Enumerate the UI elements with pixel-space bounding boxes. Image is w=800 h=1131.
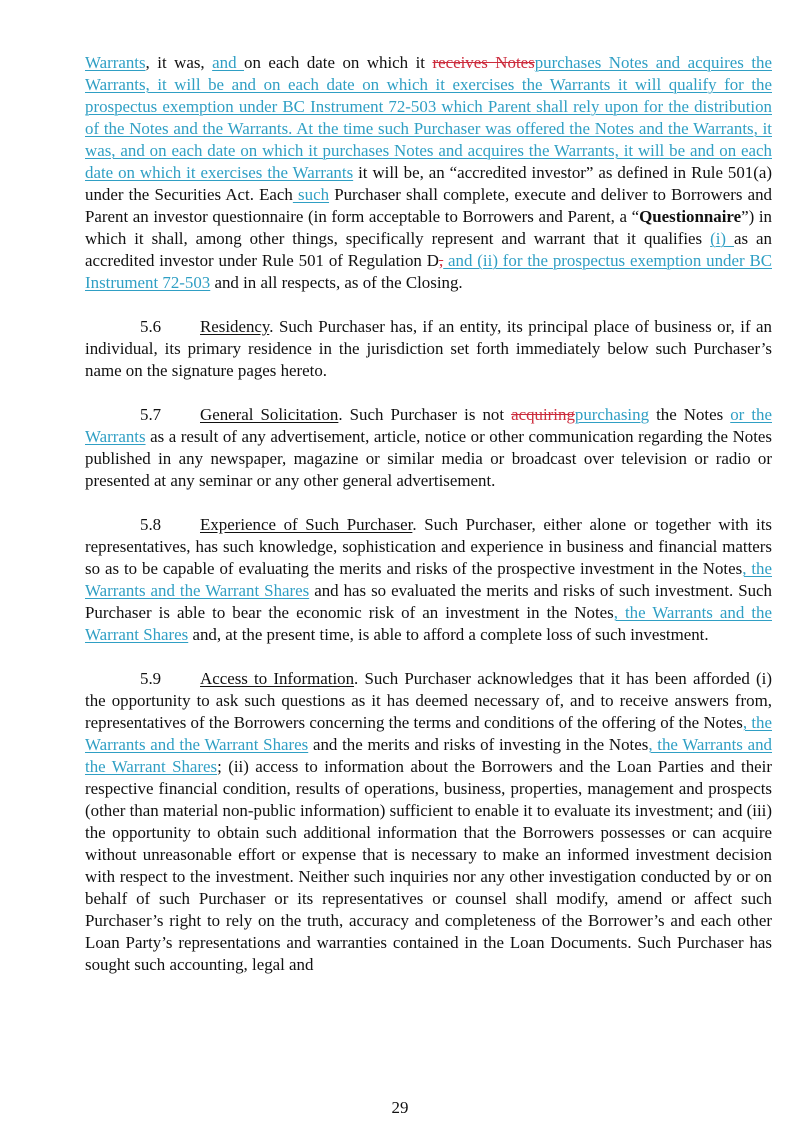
insertion: or the Warrants [85, 405, 772, 446]
insertion: , the Warrants and the Warrant Shares [85, 603, 772, 644]
text: on each date on which it [244, 53, 433, 72]
deletion: , [438, 251, 444, 270]
text: and has so evaluated the merits and risks of such investment. Such Purchaser is able to bear the economic risk of an investment in the Notes [85, 581, 773, 622]
section-heading: Access to Information [200, 669, 355, 688]
paragraph-accredited-investor [85, 52, 772, 294]
deletion: receives Notes [432, 53, 535, 72]
section-5-7 [85, 404, 772, 492]
section-heading: General Solicitation [200, 405, 339, 424]
insertion: purchases Notes and acquires the Warrants, it will be and on each date on which it exercises the Warrants it will qualify for the prospectus exemption under BC Instrument 72-503 which Parent shall rely upon for the distribution of the Notes and the Warrants. At the time such Purchaser was offered the Notes and the Warrants, it was, and on each date on which it purchases Notes and acquires the Warrants, it will be and on each date on which it exercises the Warrants [85, 53, 772, 182]
insertion: purchasing [574, 405, 650, 424]
section-number: 5.7 [140, 405, 162, 424]
text: and in all respects, as of the Closing. [210, 273, 463, 292]
insertion: , the Warrants and the Warrant Shares [85, 713, 772, 754]
text: ; (ii) access to information about the Borrowers and the Loan Parties and their respective financial condition, results of operations, business, properties, management and prospects (other than material non-public information) sufficient to enable it to evaluate its investment; and (iii) the opportunity to obtain such additional information that the Borrowers possesses or can acquire without unreasonable effort or expense that is necessary to make an informed investment decision with respect to the investment. [85, 757, 772, 886]
text: . Such Purchaser acknowledges that it has been afforded (i) the opportunity to ask such questions as it has deemed necessary of, and to receive answers from, representatives of the Borrowers concerning the terms and conditions of the offering of the Notes [85, 669, 772, 732]
text: . Such Purchaser has, if an entity, its principal place of business or, if an individual, its primary residence in the jurisdiction set forth immediately below such Purchaser’s name on the signature pages hereto. [85, 317, 772, 380]
insertion: such [292, 185, 330, 204]
text: ”) in which it shall, among other things, specifically represent and warrant that it qualifies [85, 207, 773, 248]
section-5-8 [85, 514, 772, 646]
text: as an accredited investor under Rule 501 of Regulation D [85, 229, 772, 270]
section-heading: Residency [200, 317, 270, 336]
section-number: 5.6 [140, 317, 162, 336]
section-5-6 [85, 316, 772, 382]
text: and the merits and risks of investing in the Notes [308, 735, 649, 754]
page-number: 29 [391, 1098, 409, 1117]
insertion: Warrants [85, 53, 146, 72]
document-page [85, 52, 772, 998]
section-heading: Experience of Such Purchaser [200, 515, 413, 534]
text: Purchaser shall complete, execute and deliver to Borrowers and Parent an investor questionnaire (in form acceptable to Borrowers and Parent, a “ [85, 185, 772, 226]
defined-term: Questionnaire [639, 207, 742, 226]
text: . Such Purchaser is not [338, 405, 512, 424]
section-number: 5.8 [140, 515, 162, 534]
insertion: (i) [710, 229, 734, 248]
text: and, at the present time, is able to afford a complete loss of such investment. [188, 625, 709, 644]
insertion: , the Warrants and the Warrant Shares [85, 559, 772, 600]
text: , it was, [145, 53, 213, 72]
insertion: and [212, 53, 245, 72]
text: as a result of any advertisement, article, notice or other communication regarding the Notes published in any newspaper, magazine or similar media or broadcast over television or radio or presented at any seminar or any other general advertisement. [85, 427, 772, 490]
insertion: and (ii) for the prospectus exemption under BC Instrument 72-503 [85, 251, 772, 292]
text: it will be, an “accredited investor” as defined in Rule 501(a) under the Securities Act. Each [85, 163, 772, 204]
section-number: 5.9 [140, 669, 162, 688]
text: Neither such inquiries nor any other investigation conducted by or on behalf of such Purchaser or its representatives or counsel shall modify, amend or affect such Purchaser’s right to rely on the truth, accuracy and completeness of the Borrower’s and each other Loan Party’s representations and warranties contained in the Loan Documents. Such Purchaser has sought such accounting, legal and [85, 867, 772, 974]
section-5-9 [85, 668, 772, 976]
deletion: acquiring [511, 405, 575, 424]
text: . Such Purchaser, either alone or together with its representatives, has such knowledge, sophistication and experience in business and financial matters so as to be capable of evaluating the merits and risks of the prospective investment in the Notes [85, 515, 772, 578]
insertion: , the Warrants and the Warrant Shares [85, 735, 773, 776]
text: the Notes [649, 405, 731, 424]
